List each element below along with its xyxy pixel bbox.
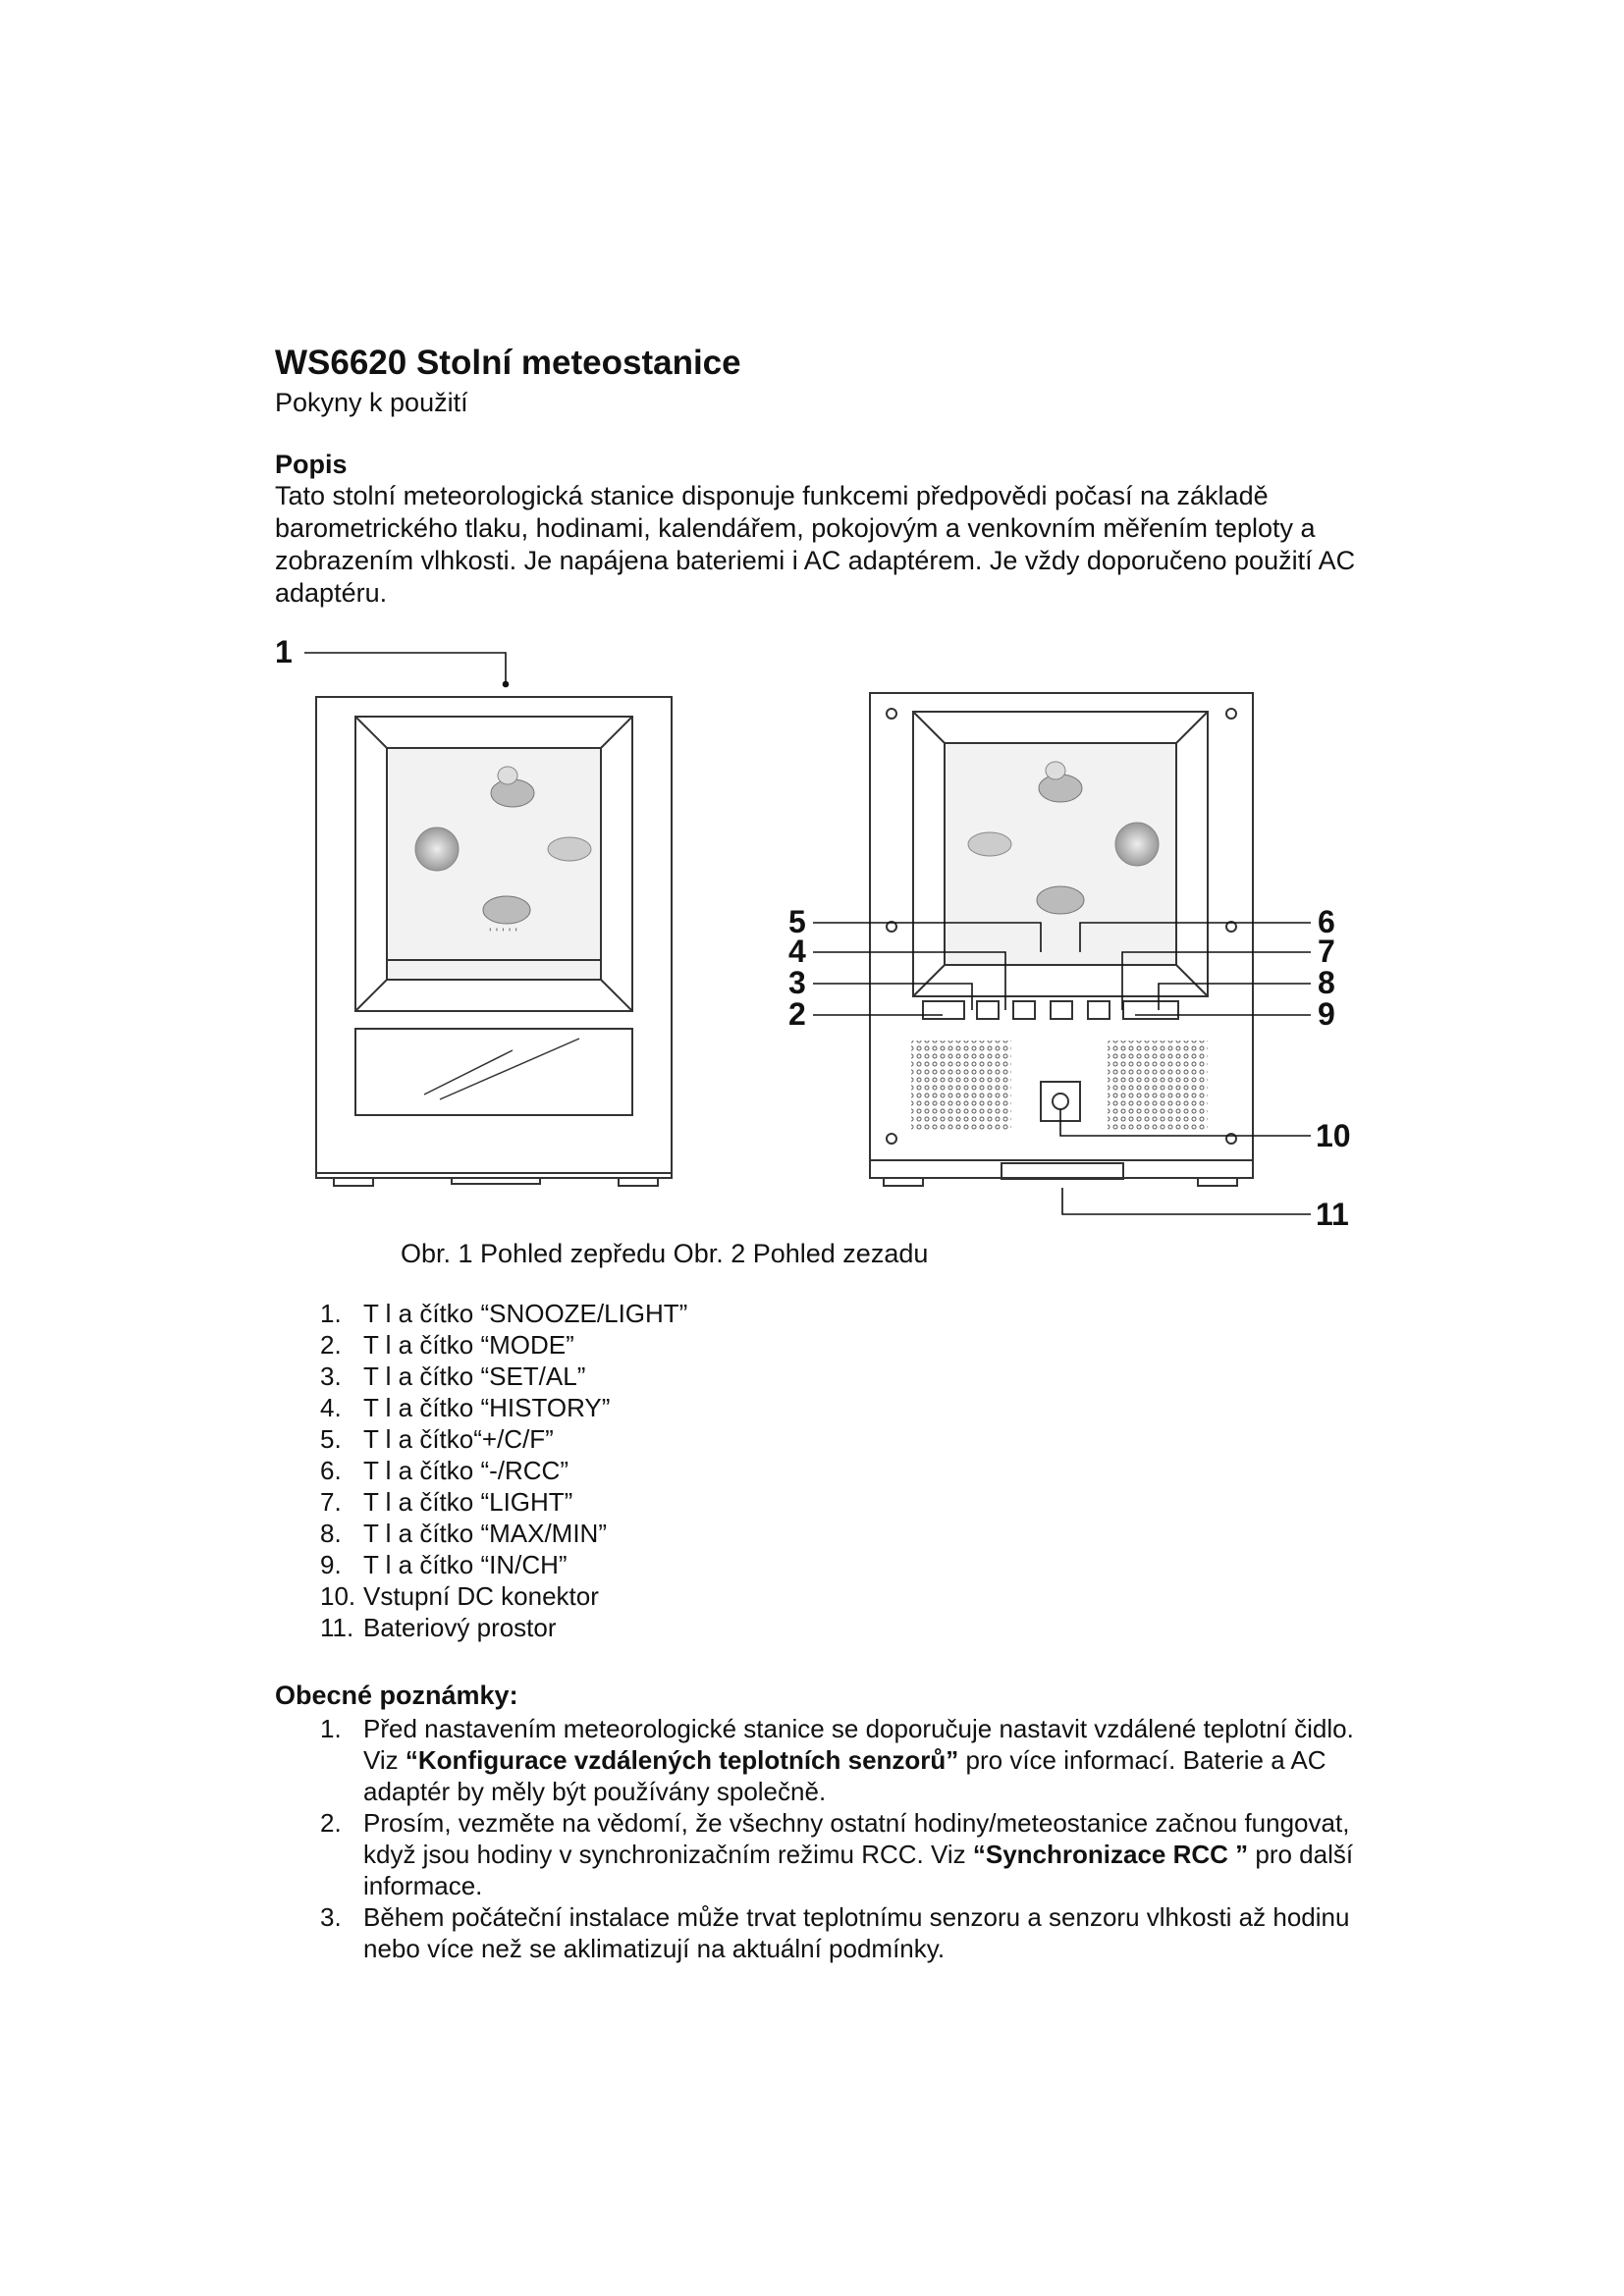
callout-11: 11 [1316,1197,1349,1227]
callout-9: 9 [1318,996,1335,1032]
callout-4: 4 [788,934,806,969]
list-item: 5. T l a čítko“+/C/F” [320,1424,554,1454]
list-item: 9. T l a čítko “IN/CH” [320,1550,568,1579]
document-title: WS6620 Stolní meteostanice [275,344,741,382]
notes-heading: Obecné poznámky: [275,1681,518,1710]
note-item: 2. Prosím, vezměte na vědomí, že všechny ostatní hodiny/meteostanice začnou fungovat, když jsou hodiny v synchronizačním režimu RCC. Viz “Synchronizace RCC ” pro další informace. [320,1808,1354,1900]
note-item: 3. Během počáteční instalace může trvat teplotnímu senzoru a senzoru vlhkosti až hodinu nebo více než se aklimatizují na aktuální podmínky. [320,1902,1350,1963]
list-item: 4. T l a čítko “HISTORY” [320,1393,611,1422]
callout-7: 7 [1318,934,1335,969]
document-subtitle: Pokyny k použití [275,388,468,417]
list-item: 11. Bateriový prostor [320,1613,557,1642]
list-item: 3. T l a čítko “SET/AL” [320,1362,586,1391]
callout-1: 1 [275,634,293,669]
list-item: 6. T l a čítko “-/RCC” [320,1456,568,1485]
callout-6: 6 [1318,904,1335,939]
description-text: Tato stolní meteorologická stanice disponuje funkcemi předpovědi počasí na základě barometrického tlaku, hodinami, kalendářem, pokojovým a venkovním měřením teploty a zobrazením vlhkosti. Je napájena bateriemi i AC adaptérem. Je vždy doporučeno použití AC adaptéru. [275,481,1356,608]
list-item: 2. T l a čítko “MODE” [320,1330,574,1360]
device-diagram [255,628,1384,1227]
callout-3: 3 [788,965,806,1000]
parts-list [320,1298,687,1643]
list-item: 8. T l a čítko “MAX/MIN” [320,1519,607,1548]
callout-5: 5 [788,904,806,939]
note-item: 1. Před nastavením meteorologické stanice se doporučuje nastavit vzdálené teplotní čidlo. Viz “Konfigurace vzdálených teplotních senzorů” pro více informací. Baterie a AC adaptér by měly být používány společně. [320,1714,1354,1806]
callout-2: 2 [788,996,806,1032]
list-item: 10. Vstupní DC konektor [320,1581,599,1611]
svg-text:' ' ' ' ': ' ' ' ' ' [489,925,517,940]
list-item: 7. T l a čítko “LIGHT” [320,1487,573,1517]
notes-list [320,1713,1371,1964]
callout-8: 8 [1318,965,1335,1000]
list-item: 1. T l a čítko “SNOOZE/LIGHT” [320,1299,688,1328]
figure-caption: Obr. 1 Pohled zepředu Obr. 2 Pohled zezadu [401,1239,929,1268]
front-view [316,697,672,1186]
description-heading: Popis [275,450,348,479]
callout-10: 10 [1316,1118,1351,1153]
